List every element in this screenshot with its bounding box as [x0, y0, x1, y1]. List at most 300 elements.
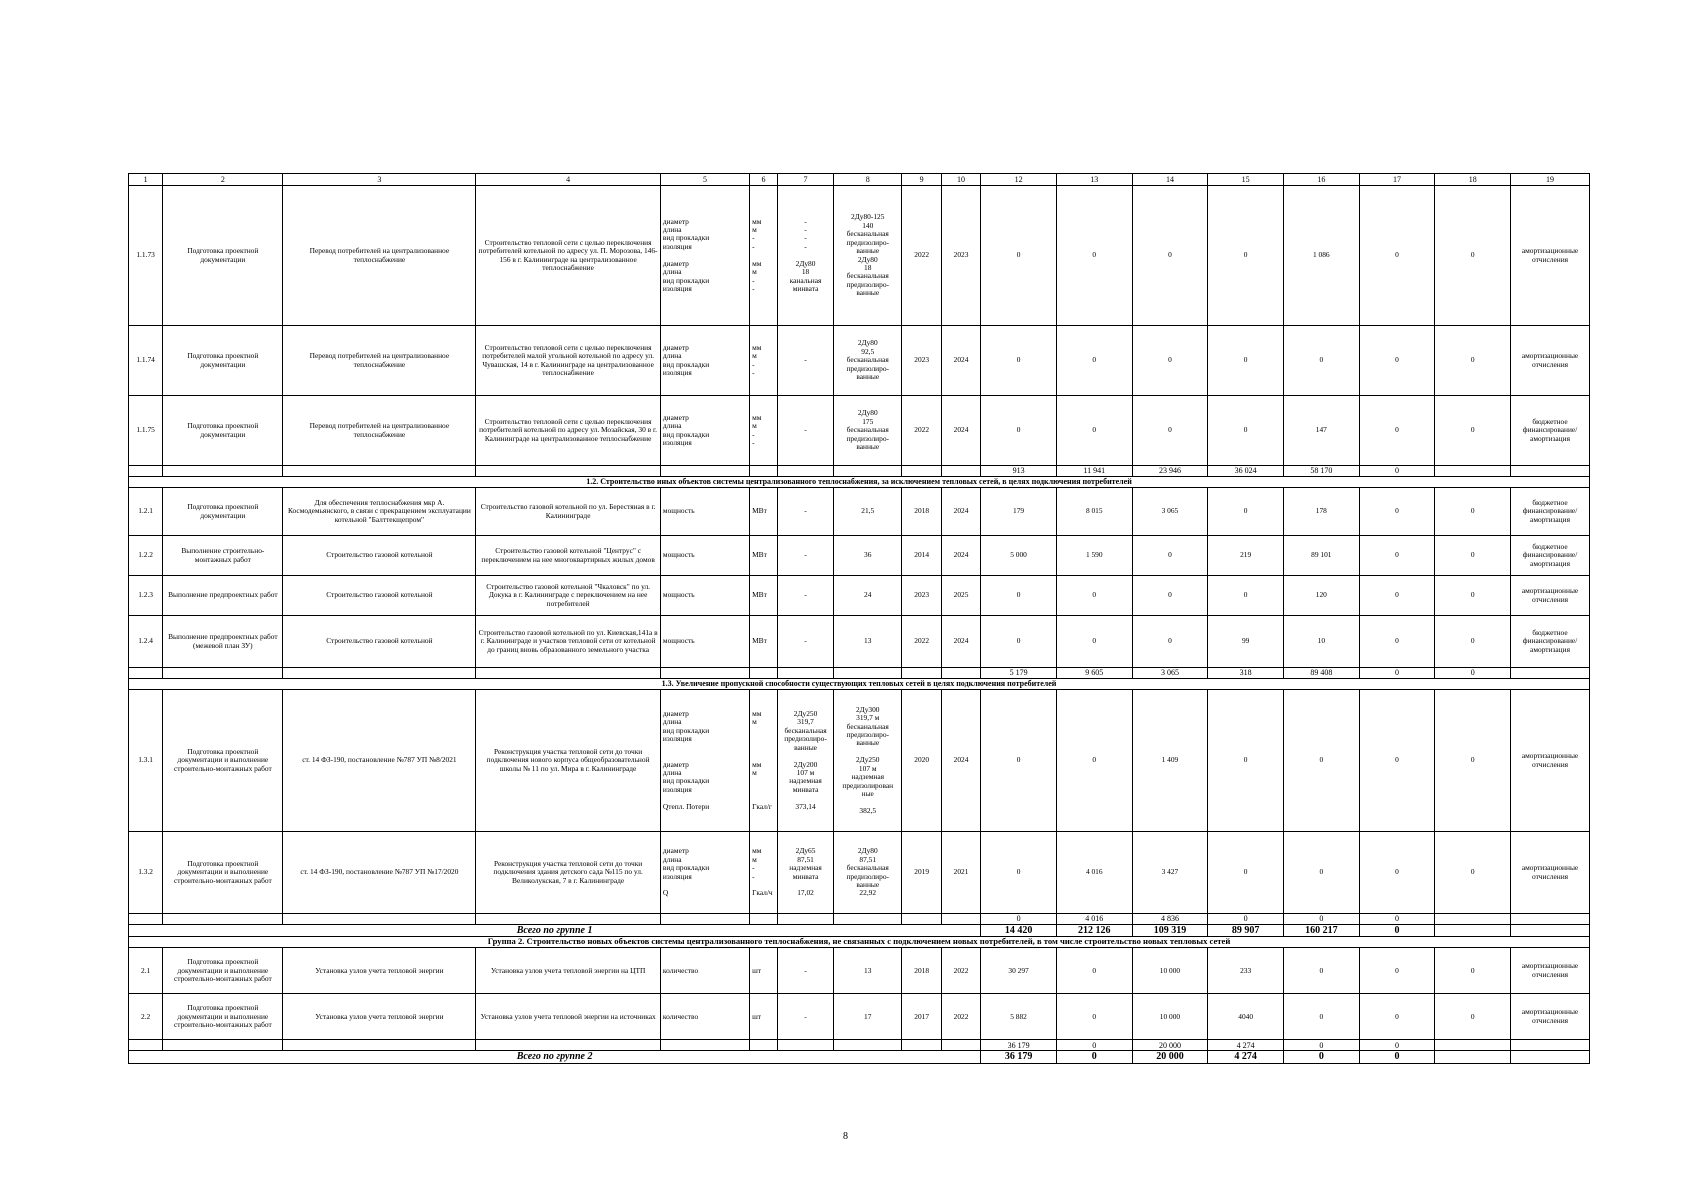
empty-cell: [283, 1040, 476, 1051]
subtotal-row: [129, 914, 1590, 925]
table-cell: Перевод потребителей на централизованное теплоснабжение: [283, 186, 476, 326]
table-cell: 233: [1208, 948, 1284, 994]
empty-cell: [660, 466, 749, 477]
table-cell: 2022: [941, 948, 980, 994]
empty-cell: [129, 466, 163, 477]
table-cell: 13: [834, 948, 902, 994]
total-cell: 5 179: [981, 668, 1057, 679]
column-number: 10: [941, 174, 980, 186]
group-title: Группа 2. Строительство новых объектов системы централизованного теплоснабжения, не связанных с подключением новых потребителей, в том числе строительство новых тепловых сетей: [129, 937, 1590, 948]
total-cell: [1435, 925, 1511, 937]
section-title: 1.3. Увеличение пропускной способности существующих тепловых сетей в целях подключения потребителей: [129, 679, 1590, 690]
column-number: 5: [660, 174, 749, 186]
table-cell: амортизационные отчисления: [1511, 690, 1590, 832]
table-cell: Реконструкция участка тепловой сети до точки подключения здания детского сада №115 по ул. Великолукская, 7 в г. Калининграде: [476, 832, 661, 914]
column-number: 4: [476, 174, 661, 186]
table-cell: Выполнение предпроектных работ (межевой план ЗУ): [163, 616, 283, 668]
empty-cell: [476, 914, 661, 925]
table-cell: 0: [1208, 576, 1284, 616]
empty-cell: [902, 668, 941, 679]
table-cell: бюджетное финансирование/ амортизация: [1511, 536, 1590, 576]
total-cell: [1511, 1040, 1590, 1051]
column-number: 7: [778, 174, 834, 186]
table-cell: Подготовка проектной документации: [163, 488, 283, 536]
total-cell: 4 274: [1208, 1051, 1284, 1063]
table-cell: 219: [1208, 536, 1284, 576]
table-cell: 36: [834, 536, 902, 576]
table-cell: 0: [1359, 616, 1435, 668]
total-cell: [1435, 914, 1511, 925]
table-cell: 2022: [902, 616, 941, 668]
empty-cell: [834, 1040, 902, 1051]
empty-cell: [660, 914, 749, 925]
empty-cell: [750, 668, 778, 679]
empty-cell: [163, 668, 283, 679]
table-cell: Строительство газовой котельной "Центрус" с переключением на нее многоквартирных жилых домов: [476, 536, 661, 576]
empty-cell: [902, 1040, 941, 1051]
column-number: 12: [981, 174, 1057, 186]
table-cell: 0: [1208, 832, 1284, 914]
total-cell: 318: [1208, 668, 1284, 679]
table-cell: 2021: [941, 832, 980, 914]
column-number: 17: [1359, 174, 1435, 186]
total-cell: 4 836: [1132, 914, 1208, 925]
empty-cell: [941, 466, 980, 477]
table-cell: Подготовка проектной документации и выполнение строительно-монтажных работ: [163, 994, 283, 1040]
table-cell: 0: [1056, 690, 1132, 832]
table-cell: 2023: [902, 326, 941, 396]
table-cell: 0: [981, 186, 1057, 326]
total-cell: [1511, 925, 1590, 937]
total-cell: [1511, 1051, 1590, 1063]
empty-cell: [834, 668, 902, 679]
table-cell: 0: [1435, 488, 1511, 536]
table-cell: Строительство тепловой сети с целью переключения потребителей котельной по адресу ул. Мозайская, 30 в г. Калининграде на централизованное теплоснабжение: [476, 396, 661, 466]
empty-cell: [750, 466, 778, 477]
table-cell: - - - - 2Ду80 18 канальная минвата: [778, 186, 834, 326]
table-cell: 0: [1435, 832, 1511, 914]
table-cell: 1.2.1: [129, 488, 163, 536]
table-cell: 0: [1283, 948, 1359, 994]
table-cell: 0: [1132, 396, 1208, 466]
table-cell: шт: [750, 948, 778, 994]
table-cell: 2024: [941, 326, 980, 396]
table-cell: 1.2.2: [129, 536, 163, 576]
table-cell: мощность: [660, 536, 749, 576]
subtotal-row: [129, 668, 1590, 679]
table-cell: Установка узлов учета тепловой энергии на источниках: [476, 994, 661, 1040]
table-cell: 0: [1435, 616, 1511, 668]
table-cell: 2023: [902, 576, 941, 616]
table-cell: амортизационные отчисления: [1511, 186, 1590, 326]
table-row: [129, 488, 1590, 536]
table-row: [129, 396, 1590, 466]
table-cell: 0: [1056, 576, 1132, 616]
total-cell: 0: [1208, 914, 1284, 925]
empty-cell: [163, 914, 283, 925]
table-cell: МВт: [750, 616, 778, 668]
table-cell: 0: [981, 576, 1057, 616]
group-total-row: [129, 925, 1590, 937]
table-cell: 10 000: [1132, 948, 1208, 994]
table-cell: 0: [1208, 690, 1284, 832]
table-cell: Строительство газовой котельной "Чкаловск" по ул. Докука в г. Калининграде с переключением на нее потребителей: [476, 576, 661, 616]
table-cell: Подготовка проектной документации: [163, 326, 283, 396]
table-cell: 30 297: [981, 948, 1057, 994]
table-cell: 2017: [902, 994, 941, 1040]
total-cell: [1435, 466, 1511, 477]
total-cell: [1511, 466, 1590, 477]
table-cell: 0: [1132, 326, 1208, 396]
table-cell: диаметр длина вид прокладки изоляция: [660, 396, 749, 466]
total-cell: [1435, 1051, 1511, 1063]
table-cell: 0: [1435, 326, 1511, 396]
empty-cell: [129, 1040, 163, 1051]
table-cell: 0: [981, 690, 1057, 832]
table-cell: 1.1.74: [129, 326, 163, 396]
total-cell: 20 000: [1132, 1051, 1208, 1063]
table-cell: ст. 14 ФЗ-190, постановление №787 УП №17/2020: [283, 832, 476, 914]
table-cell: бюджетное финансирование/ амортизация: [1511, 488, 1590, 536]
table-row: [129, 832, 1590, 914]
table-cell: 2Ду300 319,7 м бесканальная предизолиро- ванные 2Ду250 107 м надземная предизолирован ные 382,5: [834, 690, 902, 832]
section-title-row: [129, 477, 1590, 488]
total-cell: 4 016: [1056, 914, 1132, 925]
table-cell: 3 427: [1132, 832, 1208, 914]
table-cell: Установка узлов учета тепловой энергии: [283, 948, 476, 994]
total-cell: 0: [1283, 1051, 1359, 1063]
table-cell: -: [778, 616, 834, 668]
total-cell: 89 907: [1208, 925, 1284, 937]
total-cell: 0: [1359, 1051, 1435, 1063]
empty-cell: [941, 914, 980, 925]
table-cell: Строительство газовой котельной: [283, 536, 476, 576]
table-cell: Перевод потребителей на централизованное теплоснабжение: [283, 326, 476, 396]
table-row: [129, 536, 1590, 576]
table-cell: 10: [1283, 616, 1359, 668]
table-cell: 2024: [941, 690, 980, 832]
table-cell: 4040: [1208, 994, 1284, 1040]
total-cell: 109 319: [1132, 925, 1208, 937]
table-cell: 0: [1359, 396, 1435, 466]
table-cell: 1.3.2: [129, 832, 163, 914]
table-cell: 2024: [941, 488, 980, 536]
table-cell: 0: [1435, 536, 1511, 576]
table-cell: 0: [1359, 576, 1435, 616]
table-cell: -: [778, 994, 834, 1040]
table-cell: 0: [981, 616, 1057, 668]
table-cell: 0: [1359, 690, 1435, 832]
table-cell: Строительство тепловой сети с целью переключения потребителей котельной по адресу ул. П. Морозова, 146-156 в г. Калининграде на централизованное теплоснабжение: [476, 186, 661, 326]
table-cell: амортизационные отчисления: [1511, 576, 1590, 616]
table-cell: 2Ду250 319,7 бесканальная предизолиро- ванные 2Ду200 107 м надземная минвата 373,14: [778, 690, 834, 832]
empty-cell: [941, 668, 980, 679]
table-cell: бюджетное финансирование/ амортизация: [1511, 616, 1590, 668]
table-cell: 2Ду65 87,51 надземная минвата 17,02: [778, 832, 834, 914]
empty-cell: [476, 466, 661, 477]
table-cell: 0: [1359, 186, 1435, 326]
total-cell: 9 605: [1056, 668, 1132, 679]
table-cell: Реконструкция участка тепловой сети до точки подключения нового корпуса общеобразовательной школы № 11 по ул. Мира в г. Калининграде: [476, 690, 661, 832]
table-cell: 0: [981, 832, 1057, 914]
table-cell: 0: [1132, 186, 1208, 326]
group-total-label: Всего по группе 2: [129, 1051, 981, 1063]
empty-cell: [129, 914, 163, 925]
table-cell: мощность: [660, 576, 749, 616]
column-number: 9: [902, 174, 941, 186]
column-number: 13: [1056, 174, 1132, 186]
subtotal-row: [129, 466, 1590, 477]
total-cell: 0: [1056, 1051, 1132, 1063]
column-number: 2: [163, 174, 283, 186]
total-cell: 89 408: [1283, 668, 1359, 679]
empty-cell: [750, 914, 778, 925]
total-cell: 36 024: [1208, 466, 1284, 477]
total-cell: 4 274: [1208, 1040, 1284, 1051]
table-cell: 4 016: [1056, 832, 1132, 914]
table-cell: Установка узлов учета тепловой энергии на ЦТП: [476, 948, 661, 994]
total-cell: 3 065: [1132, 668, 1208, 679]
table-cell: шт: [750, 994, 778, 1040]
table-cell: 2022: [941, 994, 980, 1040]
empty-cell: [163, 466, 283, 477]
table-cell: Подготовка проектной документации и выполнение строительно-монтажных работ: [163, 948, 283, 994]
table-cell: 0: [1132, 616, 1208, 668]
table-row: [129, 576, 1590, 616]
table-cell: 2018: [902, 488, 941, 536]
total-cell: 20 000: [1132, 1040, 1208, 1051]
section-title-row: [129, 679, 1590, 690]
table-cell: 0: [1435, 994, 1511, 1040]
table-cell: -: [778, 396, 834, 466]
total-cell: 0: [1359, 1040, 1435, 1051]
empty-cell: [778, 668, 834, 679]
table-cell: 2Ду80 87,51 бесканальная предизолиро- ванные 22,92: [834, 832, 902, 914]
total-cell: 913: [981, 466, 1057, 477]
table-cell: 2024: [941, 616, 980, 668]
total-cell: 36 179: [981, 1040, 1057, 1051]
table-cell: Выполнение строительно-монтажных работ: [163, 536, 283, 576]
table-cell: Строительство газовой котельной: [283, 616, 476, 668]
column-number: 1: [129, 174, 163, 186]
table-cell: количество: [660, 948, 749, 994]
table-row: [129, 948, 1590, 994]
table-cell: мм м - - мм м - -: [750, 186, 778, 326]
table-cell: 0: [1359, 948, 1435, 994]
table-cell: 2024: [941, 396, 980, 466]
table-cell: 179: [981, 488, 1057, 536]
table-cell: МВт: [750, 536, 778, 576]
empty-cell: [129, 668, 163, 679]
empty-cell: [283, 914, 476, 925]
table-cell: МВт: [750, 576, 778, 616]
table-cell: 0: [1435, 396, 1511, 466]
table-cell: мощность: [660, 616, 749, 668]
table-cell: 1.1.75: [129, 396, 163, 466]
table-row: [129, 690, 1590, 832]
table-cell: 0: [1132, 576, 1208, 616]
total-cell: 0: [1359, 914, 1435, 925]
table-cell: Установка узлов учета тепловой энергии: [283, 994, 476, 1040]
table-cell: 2Ду80 92,5 бесканальная предизолиро- ванные: [834, 326, 902, 396]
table-cell: 99: [1208, 616, 1284, 668]
total-cell: 212 126: [1056, 925, 1132, 937]
header-row: [129, 174, 1590, 186]
table-cell: 2018: [902, 948, 941, 994]
table-cell: бюджетное финансирование/ амортизация: [1511, 396, 1590, 466]
table-cell: Перевод потребителей на централизованное теплоснабжение: [283, 396, 476, 466]
empty-cell: [283, 668, 476, 679]
table-cell: 2Ду80 175 бесканальная предизолиро- ванные: [834, 396, 902, 466]
table-cell: 13: [834, 616, 902, 668]
total-cell: 0: [1359, 466, 1435, 477]
table-cell: Строительство газовой котельной по ул. Киевская,141а в г. Калининграде и участков тепловой сети от котельной до границ вновь образованного земельного участка: [476, 616, 661, 668]
table-cell: 147: [1283, 396, 1359, 466]
table-cell: амортизационные отчисления: [1511, 948, 1590, 994]
section-title: 1.2. Строительство иных объектов системы централизованного теплоснабжения, за исключением тепловых сетей, в целях подключения потребителей: [129, 477, 1590, 488]
table-cell: 0: [1283, 994, 1359, 1040]
table-cell: диаметр длина вид прокладки изоляция: [660, 326, 749, 396]
empty-cell: [902, 466, 941, 477]
table-cell: 0: [1435, 186, 1511, 326]
table-cell: 1.2.4: [129, 616, 163, 668]
total-cell: 160 217: [1283, 925, 1359, 937]
table-cell: 1 409: [1132, 690, 1208, 832]
table-cell: 5 882: [981, 994, 1057, 1040]
column-number: 8: [834, 174, 902, 186]
table-row: [129, 326, 1590, 396]
empty-cell: [834, 914, 902, 925]
table-cell: 1 086: [1283, 186, 1359, 326]
empty-cell: [902, 914, 941, 925]
column-number: 18: [1435, 174, 1511, 186]
empty-cell: [750, 1040, 778, 1051]
subtotal-row: [129, 1040, 1590, 1051]
table-cell: -: [778, 948, 834, 994]
table-cell: амортизационные отчисления: [1511, 832, 1590, 914]
table-cell: диаметр длина вид прокладки изоляция Q: [660, 832, 749, 914]
table-cell: Подготовка проектной документации и выполнение строительно-монтажных работ: [163, 832, 283, 914]
table-cell: 0: [1435, 690, 1511, 832]
table-cell: 2019: [902, 832, 941, 914]
table-cell: мм м - -: [750, 396, 778, 466]
table-cell: 2.1: [129, 948, 163, 994]
table-cell: -: [778, 326, 834, 396]
investment-program-table: [128, 173, 1590, 1064]
empty-cell: [834, 466, 902, 477]
table-cell: 1.2.3: [129, 576, 163, 616]
empty-cell: [283, 466, 476, 477]
table-cell: Выполнение предпроектных работ: [163, 576, 283, 616]
table-cell: мм м мм м Гкал/г: [750, 690, 778, 832]
column-number: 3: [283, 174, 476, 186]
table-cell: 21,5: [834, 488, 902, 536]
table-cell: 2022: [902, 396, 941, 466]
table-cell: 0: [1208, 326, 1284, 396]
table-cell: 1.1.73: [129, 186, 163, 326]
total-cell: 11 941: [1056, 466, 1132, 477]
empty-cell: [660, 1040, 749, 1051]
table-cell: диаметр длина вид прокладки изоляция диаметр длина вид прокладки изоляция: [660, 186, 749, 326]
table-cell: 2.2: [129, 994, 163, 1040]
table-cell: -: [778, 576, 834, 616]
table-cell: Строительство газовой котельной по ул. Берестяная в г. Калининграде: [476, 488, 661, 536]
table-cell: 0: [1056, 616, 1132, 668]
empty-cell: [778, 1040, 834, 1051]
table-cell: мощность: [660, 488, 749, 536]
column-number: 16: [1283, 174, 1359, 186]
table-cell: 0: [1208, 396, 1284, 466]
total-cell: 58 170: [1283, 466, 1359, 477]
table-cell: 5 000: [981, 536, 1057, 576]
table-cell: 2025: [941, 576, 980, 616]
table-cell: 1.3.1: [129, 690, 163, 832]
table-cell: 120: [1283, 576, 1359, 616]
table-cell: ст. 14 ФЗ-190, постановление №787 УП №8/2021: [283, 690, 476, 832]
column-number: 19: [1511, 174, 1590, 186]
table-cell: диаметр длина вид прокладки изоляция диаметр длина вид прокладки изоляция Qтепл. Потери: [660, 690, 749, 832]
table-cell: 2022: [902, 186, 941, 326]
table-cell: 2023: [941, 186, 980, 326]
column-number: 14: [1132, 174, 1208, 186]
table-cell: 8 015: [1056, 488, 1132, 536]
empty-cell: [476, 668, 661, 679]
total-cell: 0: [1283, 914, 1359, 925]
table-body: [129, 174, 1590, 1064]
table-cell: 0: [1208, 186, 1284, 326]
total-cell: 23 946: [1132, 466, 1208, 477]
total-cell: 0: [981, 914, 1057, 925]
total-cell: 0: [1435, 668, 1511, 679]
table-cell: 89 101: [1283, 536, 1359, 576]
group-title-row: [129, 937, 1590, 948]
table-cell: 0: [1283, 326, 1359, 396]
table-cell: 17: [834, 994, 902, 1040]
table-cell: амортизационные отчисления: [1511, 326, 1590, 396]
empty-cell: [778, 466, 834, 477]
table-cell: 0: [1435, 576, 1511, 616]
table-row: [129, 994, 1590, 1040]
table-cell: 0: [981, 326, 1057, 396]
total-cell: 0: [1359, 925, 1435, 937]
empty-cell: [778, 914, 834, 925]
table-cell: -: [778, 488, 834, 536]
table-cell: 3 065: [1132, 488, 1208, 536]
table-cell: Для обеспечения теплоснабжения мкр А. Космодемьянского, в связи с прекращением эксплуатации котельной "Балттекщепром": [283, 488, 476, 536]
empty-cell: [163, 1040, 283, 1051]
table-cell: 0: [1056, 396, 1132, 466]
total-cell: 36 179: [981, 1051, 1057, 1063]
table-cell: 2024: [941, 536, 980, 576]
total-cell: 14 420: [981, 925, 1057, 937]
table-cell: мм м - -: [750, 326, 778, 396]
total-cell: 0: [1359, 668, 1435, 679]
table-cell: 0: [1056, 186, 1132, 326]
table-cell: 0: [1056, 948, 1132, 994]
table-cell: количество: [660, 994, 749, 1040]
empty-cell: [660, 668, 749, 679]
table-cell: Подготовка проектной документации: [163, 396, 283, 466]
table-cell: -: [778, 536, 834, 576]
table-cell: мм м - - Гкал/ч: [750, 832, 778, 914]
table-cell: 1 590: [1056, 536, 1132, 576]
table-cell: 0: [1359, 326, 1435, 396]
table-cell: 2020: [902, 690, 941, 832]
table-cell: 0: [1056, 326, 1132, 396]
total-cell: [1511, 668, 1590, 679]
table-row: [129, 186, 1590, 326]
table-cell: 0: [1132, 536, 1208, 576]
